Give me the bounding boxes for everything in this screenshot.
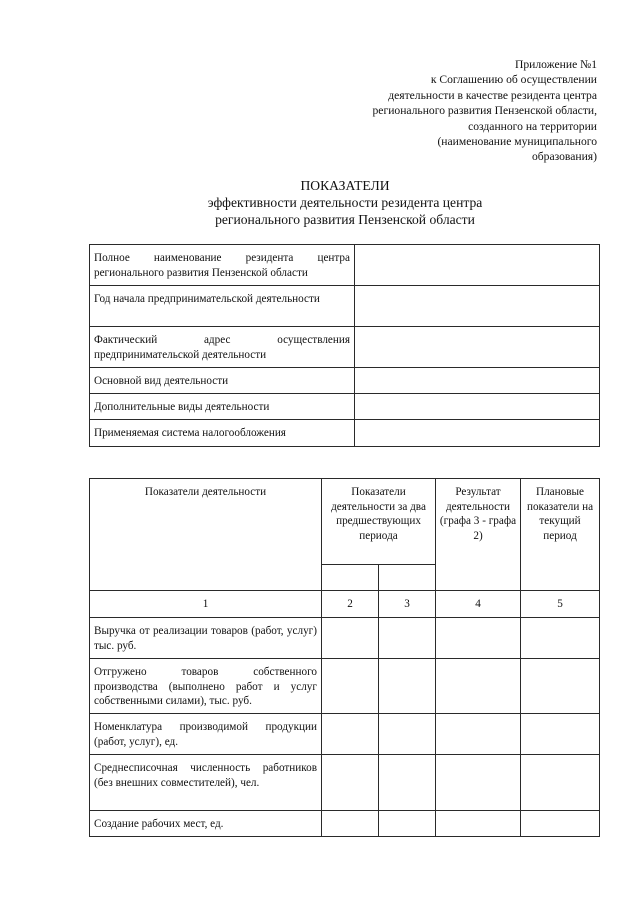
appendix-line: образования) xyxy=(531,150,597,164)
info-value-cell[interactable] xyxy=(355,286,600,327)
indicator-value-cell[interactable] xyxy=(521,618,600,659)
table-row xyxy=(90,286,600,327)
table-row xyxy=(90,245,600,286)
info-value-cell[interactable] xyxy=(355,368,600,394)
indicator-value-cell[interactable] xyxy=(436,811,521,837)
indicator-label: Среднесписочная численность работников (без внешних совместителей), чел. xyxy=(90,755,322,811)
indicator-label: Отгружено товаров собственного производства (выполнено работ и услуг собственными силами), тыс. руб. xyxy=(90,659,322,714)
info-label: Применяемая система налогообложения xyxy=(90,420,355,447)
title-line: регионального развития Пензенской области xyxy=(215,212,475,227)
column-number: 3 xyxy=(379,591,436,618)
column-number: 4 xyxy=(436,591,521,618)
column-number: 2 xyxy=(322,591,379,618)
table-row xyxy=(90,368,600,394)
appendix-line: к Соглашению об осуществлении xyxy=(430,73,597,87)
performance-indicators-table xyxy=(89,478,600,837)
info-value-cell[interactable] xyxy=(355,420,600,447)
column-number: 1 xyxy=(90,591,322,618)
info-label: Дополнительные виды деятельности xyxy=(90,394,355,420)
appendix-header xyxy=(297,57,597,165)
indicator-value-cell[interactable] xyxy=(436,755,521,811)
header-result: Результат деятельности (графа 3 - графа 2) xyxy=(436,479,521,591)
table-row xyxy=(90,811,600,837)
table-row xyxy=(90,659,600,714)
column-numbers-row xyxy=(90,591,600,618)
info-label: Фактический адрес осуществления предпринимательской деятельности xyxy=(90,327,355,368)
indicator-value-cell[interactable] xyxy=(379,755,436,811)
info-value-cell[interactable] xyxy=(355,327,600,368)
subheader-cell xyxy=(379,565,436,591)
header-planned: Плановые показатели на текущий период xyxy=(521,479,600,591)
indicator-value-cell[interactable] xyxy=(322,714,379,755)
table-row xyxy=(90,755,600,811)
appendix-line: регионального развития Пензенской области, xyxy=(372,104,597,118)
indicator-value-cell[interactable] xyxy=(521,659,600,714)
indicator-value-cell[interactable] xyxy=(322,811,379,837)
info-label: Год начала предпринимательской деятельности xyxy=(90,286,355,327)
header-row xyxy=(90,479,600,565)
appendix-line: Приложение №1 xyxy=(515,58,597,71)
indicator-value-cell[interactable] xyxy=(379,618,436,659)
subheader-cell xyxy=(322,565,379,591)
indicator-value-cell[interactable] xyxy=(521,755,600,811)
header-previous-periods: Показатели деятельности за два предшествующих периода xyxy=(322,479,436,565)
indicator-label: Номенклатура производимой продукции (работ, услуг), ед. xyxy=(90,714,322,755)
indicator-label: Создание рабочих мест, ед. xyxy=(90,811,322,837)
indicator-value-cell[interactable] xyxy=(379,714,436,755)
title-main: ПОКАЗАТЕЛИ xyxy=(300,178,390,193)
indicator-value-cell[interactable] xyxy=(436,714,521,755)
indicator-value-cell[interactable] xyxy=(436,659,521,714)
info-label: Основной вид деятельности xyxy=(90,368,355,394)
appendix-line: деятельности в качестве резидента центра xyxy=(388,88,597,102)
indicator-value-cell[interactable] xyxy=(322,755,379,811)
appendix-line: (наименование муниципального xyxy=(437,135,597,149)
table-row xyxy=(90,394,600,420)
appendix-line: созданного на территории xyxy=(468,119,597,133)
resident-info-table xyxy=(89,244,600,447)
table-row xyxy=(90,714,600,755)
indicator-value-cell[interactable] xyxy=(322,618,379,659)
document-title xyxy=(90,177,600,228)
indicator-value-cell[interactable] xyxy=(322,659,379,714)
info-label: Полное наименование резидента центра регионального развития Пензенской области xyxy=(90,245,355,286)
table-row xyxy=(90,327,600,368)
indicator-value-cell[interactable] xyxy=(436,618,521,659)
info-value-cell[interactable] xyxy=(355,245,600,286)
indicator-value-cell[interactable] xyxy=(379,811,436,837)
indicator-label: Выручка от реализации товаров (работ, услуг) тыс. руб. xyxy=(90,618,322,659)
title-line: эффективности деятельности резидента центра xyxy=(207,195,483,210)
indicator-value-cell[interactable] xyxy=(521,811,600,837)
column-number: 5 xyxy=(521,591,600,618)
header-indicators: Показатели деятельности xyxy=(90,479,322,591)
table-row xyxy=(90,420,600,447)
indicator-value-cell[interactable] xyxy=(521,714,600,755)
table-row xyxy=(90,618,600,659)
info-value-cell[interactable] xyxy=(355,394,600,420)
indicator-value-cell[interactable] xyxy=(379,659,436,714)
